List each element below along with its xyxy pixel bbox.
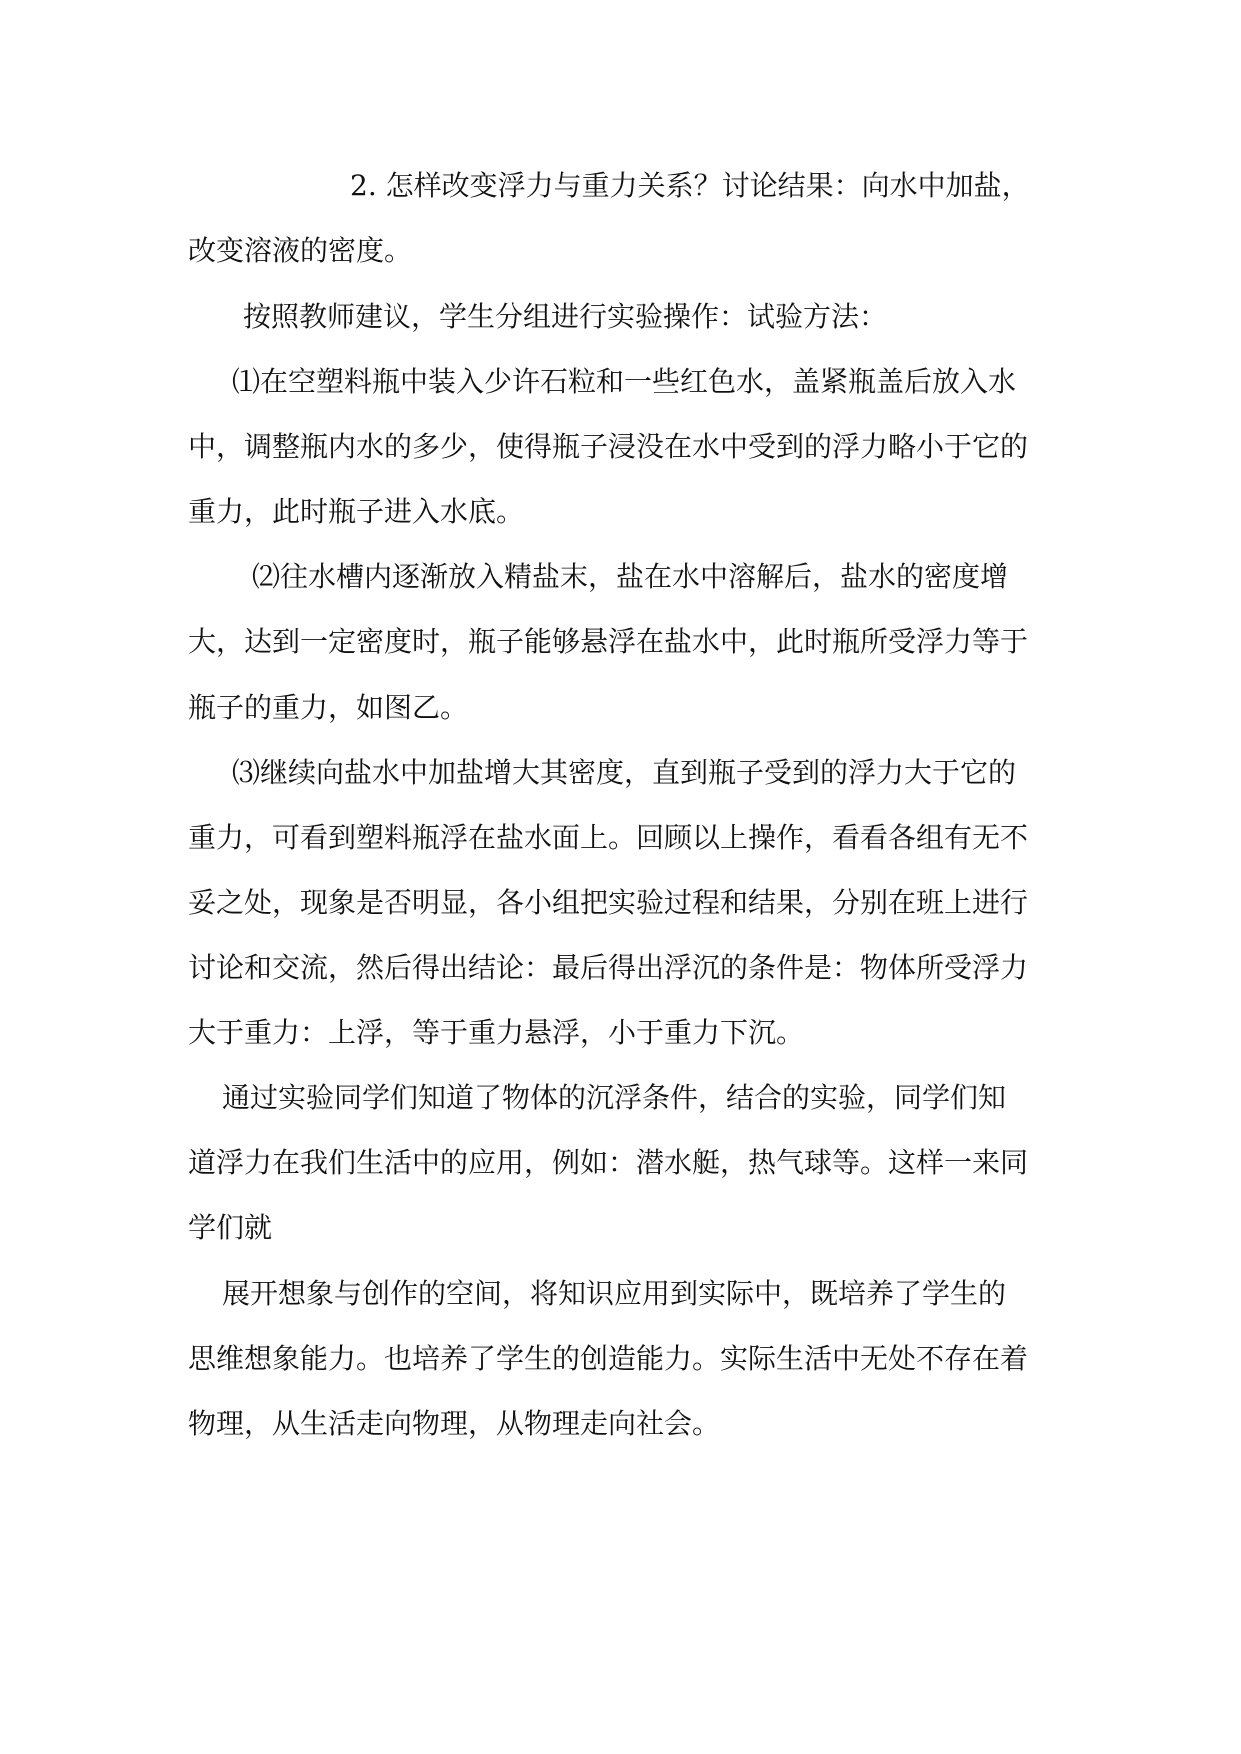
text-line: 学们就 [188,1211,273,1244]
text-line: 2. 怎样改变浮力与重力关系？讨论结果：向水中加盐， [350,169,1030,202]
text-line: 通过实验同学们知道了物体的沉浮条件，结合的实验，同学们知 [222,1081,1007,1114]
text-line: 大于重力：上浮，等于重力悬浮，小于重力下沉。 [188,1016,805,1049]
text-line: 大，达到一定密度时，瓶子能够悬浮在盐水中，此时瓶所受浮力等于 [188,625,1029,658]
text-line: 改变溶液的密度。 [188,234,413,267]
text-line: 物理，从生活走向物理，从物理走向社会。 [188,1407,721,1440]
text-line: 道浮力在我们生活中的应用，例如：潜水艇，热气球等。这样一来同 [188,1146,1029,1179]
text-line: 重力，可看到塑料瓶浮在盐水面上。回顾以上操作，看看各组有无不 [188,821,1029,854]
text-line: 按照教师建议，学生分组进行实验操作：试验方法： [243,300,888,333]
text-line: 妥之处，现象是否明显，各小组把实验过程和结果，分别在班上进行 [188,886,1029,919]
text-line: ⑵往水槽内逐渐放入精盐末，盐在水中溶解后，盐水的密度增 [252,560,1009,593]
text-line: 展开想象与创作的空间，将知识应用到实际中，既培养了学生的 [222,1277,1007,1310]
text-line: 思维想象能力。也培养了学生的创造能力。实际生活中无处不存在着 [188,1342,1029,1375]
text-line: ⑶继续向盐水中加盐增大其密度，直到瓶子受到的浮力大于它的 [232,756,1017,789]
text-line: 中，调整瓶内水的多少，使得瓶子浸没在水中受到的浮力略小于它的 [188,430,1029,463]
text-line: ⑴在空塑料瓶中装入少许石粒和一些红色水，盖紧瓶盖后放入水 [232,365,1017,398]
text-line: 重力，此时瓶子进入水底。 [188,495,525,528]
text-line: 瓶子的重力，如图乙。 [188,691,469,724]
text-line: 讨论和交流，然后得出结论：最后得出浮沉的条件是：物体所受浮力 [188,951,1029,984]
